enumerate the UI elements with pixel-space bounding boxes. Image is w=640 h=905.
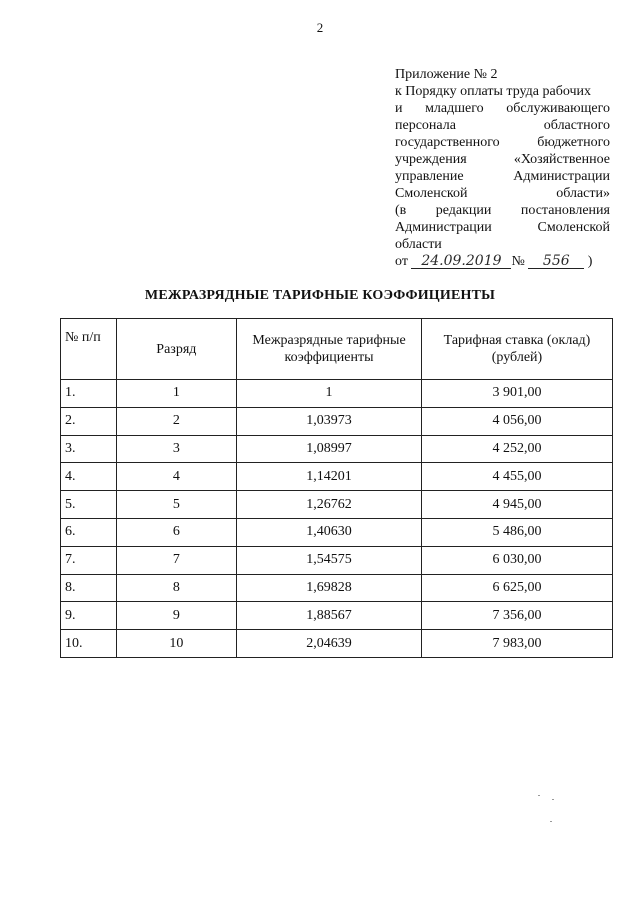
cell-num: 7. [61, 546, 117, 574]
appendix-line-11: области [395, 237, 442, 252]
appendix-word: Администрации [395, 220, 492, 235]
appendix-word: государственного [395, 135, 500, 150]
cell-rate: 4 945,00 [421, 491, 612, 519]
cell-grade: 2 [116, 407, 237, 435]
cell-grade: 4 [116, 463, 237, 491]
cell-grade: 6 [116, 518, 237, 546]
appendix-line-8 [395, 185, 610, 202]
appendix-word: управление [395, 169, 464, 184]
table-row [61, 574, 613, 602]
cell-num: 4. [61, 463, 117, 491]
cell-grade: 3 [116, 435, 237, 463]
appendix-word: областного [543, 118, 610, 133]
table-header-row [61, 319, 613, 380]
table-row [61, 380, 613, 408]
appendix-date-line [395, 253, 610, 270]
cell-coefficient: 1,54575 [237, 546, 422, 574]
header-rate-line2: (рублей) [491, 350, 543, 365]
header-num: № п/п [61, 319, 117, 380]
cell-grade: 7 [116, 546, 237, 574]
handwritten-date: 24.09.2019 [411, 254, 511, 269]
header-rate-line1: Тарифная ставка (оклад) [443, 333, 591, 348]
appendix-line-5 [395, 134, 610, 151]
cell-rate: 7 356,00 [421, 602, 612, 630]
number-prefix: № [511, 254, 525, 269]
cell-rate: 6 030,00 [421, 546, 612, 574]
appendix-word: области» [556, 186, 610, 201]
appendix-header [395, 66, 610, 270]
cell-grade: 10 [116, 630, 237, 658]
cell-num: 5. [61, 491, 117, 519]
header-grade: Разряд [116, 319, 237, 380]
appendix-line-2: к Порядку оплаты труда рабочих [395, 84, 591, 99]
cell-coefficient: 1,69828 [237, 574, 422, 602]
cell-num: 2. [61, 407, 117, 435]
document-title: МЕЖРАЗРЯДНЫЕ ТАРИФНЫЕ КОЭФФИЦИЕНТЫ [144, 288, 496, 303]
cell-coefficient: 1,14201 [237, 463, 422, 491]
cell-coefficient: 1 [237, 380, 422, 408]
table-row [61, 602, 613, 630]
appendix-line-4 [395, 117, 610, 134]
date-prefix: от [395, 254, 408, 269]
appendix-word: персонала [395, 118, 456, 133]
closing-paren: ) [587, 254, 593, 269]
appendix-word: учреждения [395, 152, 467, 167]
appendix-word: Смоленской [395, 186, 468, 201]
table-row [61, 630, 613, 658]
cell-rate: 4 056,00 [421, 407, 612, 435]
cell-num: 10. [61, 630, 117, 658]
cell-grade: 8 [116, 574, 237, 602]
cell-rate: 6 625,00 [421, 574, 612, 602]
appendix-word: младшего [425, 101, 484, 116]
appendix-line-9 [395, 202, 610, 219]
tariff-table [60, 318, 613, 658]
scan-artifact [538, 795, 558, 825]
cell-rate: 3 901,00 [421, 380, 612, 408]
table-row [61, 546, 613, 574]
appendix-word: постановления [520, 203, 610, 218]
page-number: 2 [316, 20, 324, 35]
appendix-word: бюджетного [537, 135, 610, 150]
header-coef-line1: Межразрядные тарифные [252, 333, 406, 348]
cell-rate: 4 252,00 [421, 435, 612, 463]
header-coefficient [237, 319, 422, 380]
table-row [61, 463, 613, 491]
appendix-word: и [395, 101, 403, 116]
table-row [61, 435, 613, 463]
table-row [61, 518, 613, 546]
appendix-word: Смоленской [537, 220, 610, 235]
cell-rate: 4 455,00 [421, 463, 612, 491]
appendix-line-3 [395, 100, 610, 117]
appendix-line-7 [395, 168, 610, 185]
cell-num: 8. [61, 574, 117, 602]
cell-rate: 7 983,00 [421, 630, 612, 658]
cell-coefficient: 2,04639 [237, 630, 422, 658]
handwritten-number: 556 [528, 254, 584, 269]
cell-coefficient: 1,08997 [237, 435, 422, 463]
cell-coefficient: 1,26762 [237, 491, 422, 519]
cell-grade: 9 [116, 602, 237, 630]
cell-num: 3. [61, 435, 117, 463]
header-coef-line2: коэффициенты [284, 350, 374, 365]
appendix-word: «Хозяйственное [513, 152, 610, 167]
cell-coefficient: 1,40630 [237, 518, 422, 546]
appendix-word: редакции [435, 203, 492, 218]
header-rate [421, 319, 612, 380]
cell-num: 9. [61, 602, 117, 630]
cell-grade: 1 [116, 380, 237, 408]
table-body [61, 380, 613, 658]
table-row [61, 407, 613, 435]
cell-grade: 5 [116, 491, 237, 519]
cell-rate: 5 486,00 [421, 518, 612, 546]
table-row [61, 491, 613, 519]
appendix-title: Приложение № 2 [395, 67, 498, 82]
cell-coefficient: 1,88567 [237, 602, 422, 630]
appendix-word: Администрации [513, 169, 610, 184]
appendix-line-6 [395, 151, 610, 168]
appendix-word: обслуживающего [506, 101, 610, 116]
cell-coefficient: 1,03973 [237, 407, 422, 435]
cell-num: 6. [61, 518, 117, 546]
appendix-line-10 [395, 219, 610, 236]
cell-num: 1. [61, 380, 117, 408]
appendix-word: (в [395, 203, 407, 218]
